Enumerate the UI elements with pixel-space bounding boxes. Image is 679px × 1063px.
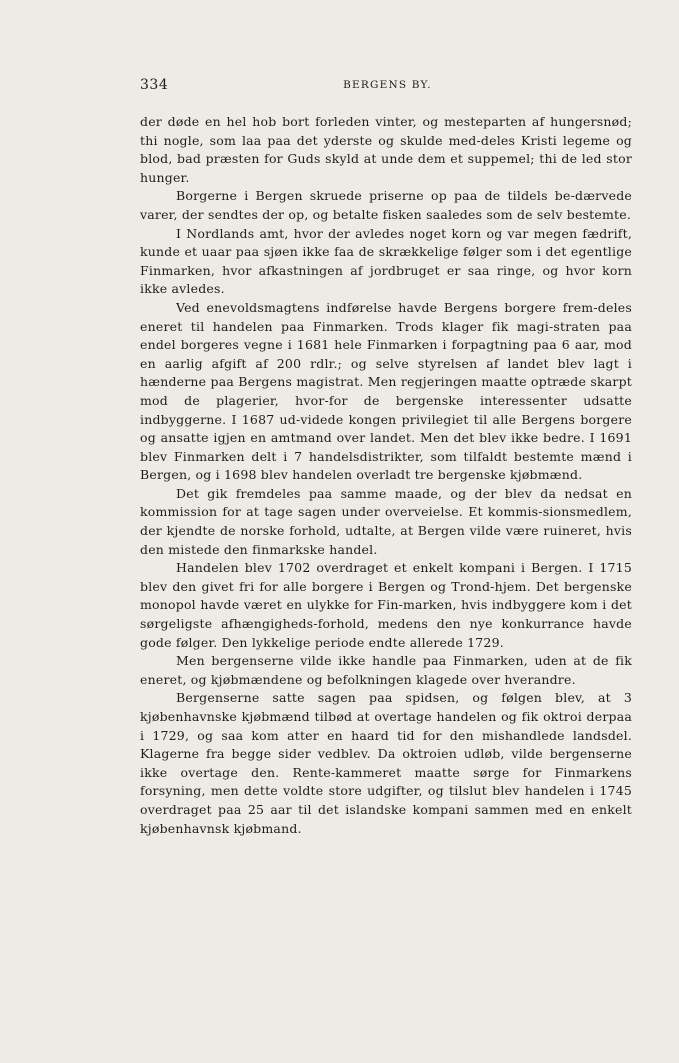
paragraph: Handelen blev 1702 overdraget et enkelt kompani i Bergen. I 1715 blev den givet fri for alle borgere i Bergen og Trond-hjem. Det bergenske monopol havde været en ulykke for Fin-marken, hvis indbyggere kom i det sørgeligste afhængigheds-forhold, medens den nye konkurrance havde gode følger. Den lykkelige periode endte allerede 1729. bbox=[140, 560, 632, 650]
page-number: 334 bbox=[140, 77, 169, 93]
paragraph: Borgerne i Bergen skruede priserne op paa de tildels be-dærvede varer, der sendtes der op, og betalte fisken saaledes som de selv bestemte. bbox=[140, 188, 632, 222]
paragraph: Ved enevoldsmagtens indførelse havde Bergens borgere frem-deles eneret til handelen paa Finmarken. Trods klager fik magi-straten paa endel borgeres vegne i 1681 hele Finmarken i forpagtning paa 6 aar, mod en aarlig afgift af 200 rdlr.; og selve styrelsen af landet blev lagt i hænderne paa Bergens magistrat. Men regjeringen maatte optræde skarpt mod de plagerier, hvor-for de bergenske interessenter udsatte indbyggerne. I 1687 ud-videde kongen privilegiet til alle Bergens borgere og ansatte igjen en amtmand over landet. Men det blev ikke bedre. I 1691 blev Finmarken delt i 7 handelsdistrikter, som tilfaldt bestemte mænd i Bergen, og i 1698 blev handelen overladt tre bergenske kjøbmænd. bbox=[140, 299, 632, 483]
paragraph: Men bergenserne vilde ikke handle paa Finmarken, uden at de fik eneret, og kjøbmændene og befolkningen klagede over hverandre. bbox=[140, 653, 632, 687]
body-text bbox=[140, 113, 632, 838]
page-header bbox=[140, 77, 635, 97]
running-head: BERGENS BY. bbox=[343, 79, 432, 91]
paragraph: der døde en hel hob bort forleden vinter, og mesteparten af hungersnød; thi nogle, som laa paa det yderste og skulde med-deles Kristi legeme og blod, bad præsten for Guds skyld at unde dem et suppemel; thi de led stor hunger. bbox=[140, 114, 632, 185]
paragraph: Bergenserne satte sagen paa spidsen, og følgen blev, at 3 kjøbenhavnske kjøbmænd tilbød at overtage handelen og fik oktroi derpaa i 1729, og saa kom atter en haard tid for den mishandlede landsdel. Klagerne fra begge sider vedblev. Da oktroien udløb, vilde bergenserne ikke overtage den. Rente-kammeret maatte sørge for Finmarkens forsyning, men dette voldte store udgifter, og tilslut blev handelen i 1745 overdraget paa 25 aar til det islandske kompani sammen med en enkelt kjøbenhavnsk kjøbmand. bbox=[140, 690, 632, 836]
paragraph: I Nordlands amt, hvor der avledes noget korn og var megen fædrift, kunde et uaar paa sjøen ikke faa de skrækkelige følger som i det egentlige Finmarken, hvor afkastningen af jordbruget er saa ringe, og hvor korn ikke avledes. bbox=[140, 225, 632, 297]
paragraph: Det gik fremdeles paa samme maade, og der blev da nedsat en kommission for at tage sagen under overveielse. Et kommis-sionsmedlem, der kjendte de norske forhold, udtalte, at Bergen vilde være ruineret, hvis den mistede den finmarkske handel. bbox=[140, 485, 632, 557]
